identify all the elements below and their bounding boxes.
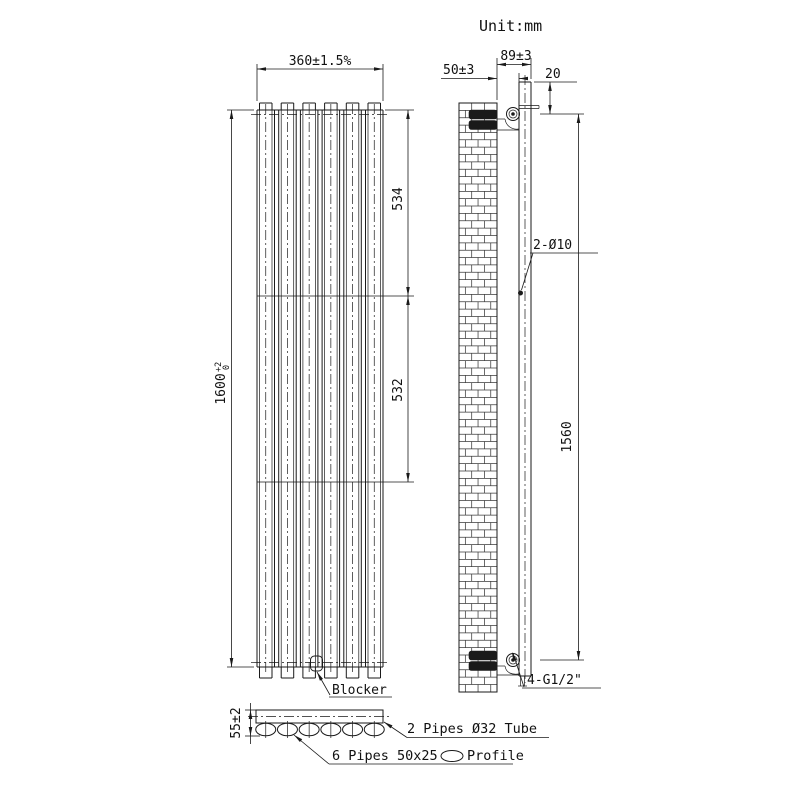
dim-hole-spacing-label: 1560	[560, 421, 575, 453]
holes-callout-label: 2-Ø10	[533, 238, 573, 253]
dim-bracket-depth	[497, 49, 532, 100]
side-view	[441, 49, 601, 692]
dim-height-label: 1600	[214, 373, 229, 405]
top-bracket	[469, 106, 539, 131]
dim-height-tol-upper: +2	[214, 361, 224, 372]
profile-callout	[294, 735, 524, 764]
blocker-label: Blocker	[332, 683, 387, 698]
dim-depth	[229, 703, 260, 744]
dim-wall-gap-label: 50±3	[443, 63, 475, 78]
profile-callout-prefix-label: 6 Pipes 50x25	[332, 748, 438, 764]
dim-depth-label: 55±2	[229, 707, 244, 739]
dim-hole-spacing	[540, 114, 584, 660]
oval-profile-icon	[441, 751, 463, 762]
dim-width-label: 360±1.5%	[288, 54, 352, 69]
tube-callout	[384, 721, 549, 738]
blocker-plug	[311, 656, 323, 671]
dim-width	[257, 54, 383, 101]
dim-height-tol-lower: 0	[222, 364, 232, 370]
dim-wall-gap	[441, 63, 528, 82]
bottom-view	[229, 703, 549, 764]
profile-callout-suffix-label: Profile	[467, 748, 524, 764]
holes-callout	[518, 238, 598, 296]
dim-lower-section-label: 532	[391, 378, 406, 402]
bottom-bracket	[469, 651, 520, 675]
front-view-tubes	[257, 103, 383, 678]
connections-callout-label: 4-G1/2"	[527, 673, 582, 688]
front-view	[214, 54, 414, 698]
dim-bracket-depth-label: 89±3	[500, 49, 532, 64]
tube-callout-label: 2 Pipes Ø32 Tube	[407, 721, 538, 737]
bottom-view-ovals	[256, 721, 385, 738]
dim-top-offset-label: 20	[545, 67, 561, 82]
hole-marker	[518, 291, 523, 296]
dim-height	[214, 110, 254, 667]
dim-top-offset	[534, 67, 577, 114]
wall-brick-hatch	[459, 103, 497, 692]
unit-label: Unit:mm	[479, 17, 543, 35]
dim-upper-section-label: 534	[391, 187, 406, 211]
